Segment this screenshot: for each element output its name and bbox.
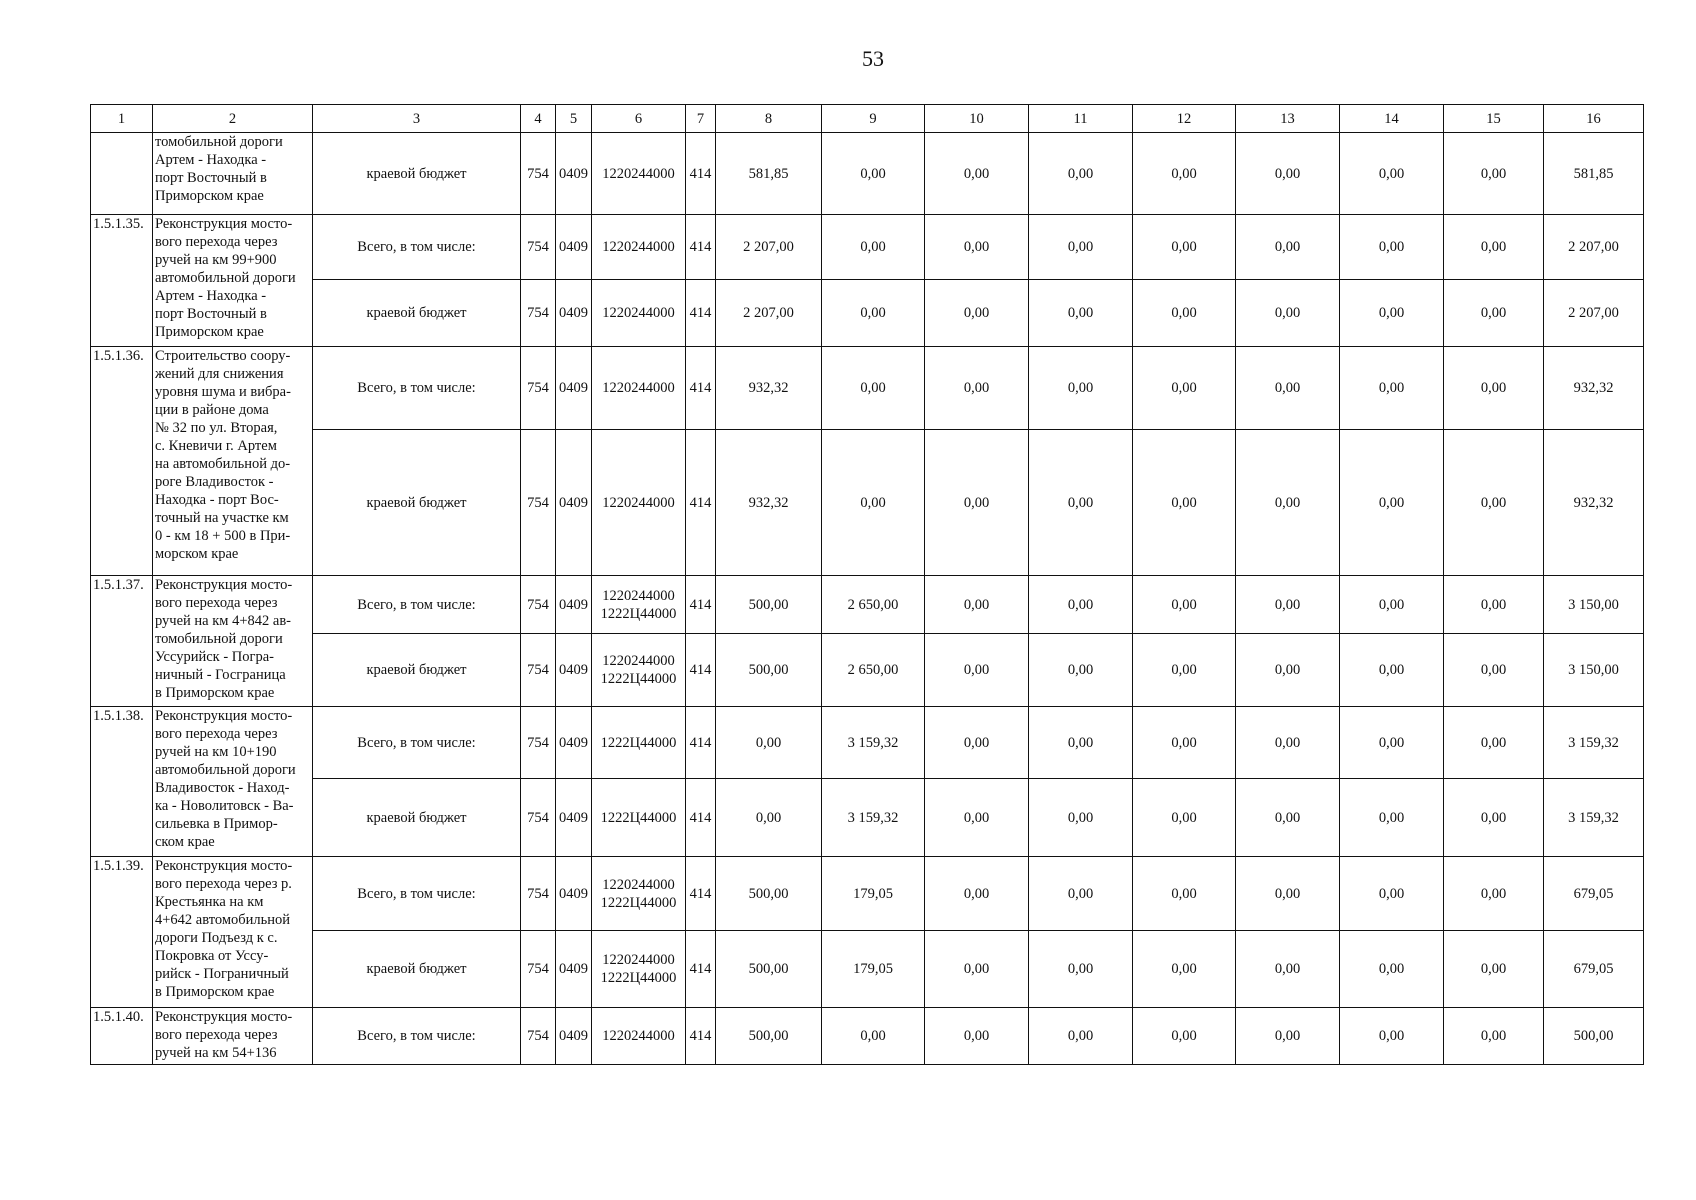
value-col-14: 0,00 <box>1340 707 1444 779</box>
value-col-10: 0,00 <box>925 347 1029 430</box>
code-col-4: 754 <box>521 576 556 634</box>
column-header-9: 9 <box>822 105 925 133</box>
code-col-5: 0409 <box>556 430 592 576</box>
value-col-15: 0,00 <box>1444 133 1544 215</box>
value-col-15: 0,00 <box>1444 430 1544 576</box>
code-col-4: 754 <box>521 857 556 931</box>
item-description: Реконструкция мосто- вого перехода через р. Крестьянка на км 4+642 автомобильной дороги Подъезд к с. Покровка от Уссу- рийск - Пограничный в Приморском крае <box>153 857 313 1008</box>
funding-source: Всего, в том числе: <box>313 347 521 430</box>
value-col-13: 0,00 <box>1236 931 1340 1008</box>
value-col-12: 0,00 <box>1133 707 1236 779</box>
value-col-14: 0,00 <box>1340 1008 1444 1065</box>
value-col-16: 3 150,00 <box>1544 634 1644 707</box>
value-col-15: 0,00 <box>1444 576 1544 634</box>
column-header-2: 2 <box>153 105 313 133</box>
value-col-11: 0,00 <box>1029 215 1133 280</box>
code-col-4: 754 <box>521 133 556 215</box>
funding-source: Всего, в том числе: <box>313 215 521 280</box>
value-col-9: 3 159,32 <box>822 779 925 857</box>
code-col-6: 1220244000 <box>592 430 686 576</box>
page-number: 53 <box>862 46 884 71</box>
value-col-15: 0,00 <box>1444 634 1544 707</box>
code-col-4: 754 <box>521 280 556 347</box>
code-col-6: 1220244000 <box>592 1008 686 1065</box>
value-col-16: 679,05 <box>1544 857 1644 931</box>
code-col-7: 414 <box>686 133 716 215</box>
value-col-13: 0,00 <box>1236 779 1340 857</box>
value-col-8: 932,32 <box>716 347 822 430</box>
value-col-10: 0,00 <box>925 707 1029 779</box>
code-col-7: 414 <box>686 430 716 576</box>
column-header-3: 3 <box>313 105 521 133</box>
value-col-15: 0,00 <box>1444 215 1544 280</box>
column-header-12: 12 <box>1133 105 1236 133</box>
column-header-11: 11 <box>1029 105 1133 133</box>
value-col-8: 500,00 <box>716 634 822 707</box>
code-col-6: 1220244000 1222Ц44000 <box>592 576 686 634</box>
code-col-4: 754 <box>521 779 556 857</box>
value-col-12: 0,00 <box>1133 347 1236 430</box>
value-col-9: 179,05 <box>822 931 925 1008</box>
value-col-13: 0,00 <box>1236 430 1340 576</box>
item-number: 1.5.1.38. <box>91 707 153 857</box>
value-col-10: 0,00 <box>925 1008 1029 1065</box>
value-col-9: 0,00 <box>822 1008 925 1065</box>
code-col-6: 1220244000 <box>592 347 686 430</box>
value-col-10: 0,00 <box>925 931 1029 1008</box>
funding-source: Всего, в том числе: <box>313 1008 521 1065</box>
item-number: 1.5.1.37. <box>91 576 153 707</box>
value-col-9: 2 650,00 <box>822 634 925 707</box>
value-col-15: 0,00 <box>1444 347 1544 430</box>
code-col-7: 414 <box>686 347 716 430</box>
column-header-4: 4 <box>521 105 556 133</box>
value-col-16: 3 150,00 <box>1544 576 1644 634</box>
value-col-10: 0,00 <box>925 634 1029 707</box>
code-col-6: 1220244000 <box>592 133 686 215</box>
item-description: Реконструкция мосто- вого перехода через ручей на км 4+842 ав- томобильной дороги Уссурийск - Погра- ничный - Госграница в Приморском крае <box>153 576 313 707</box>
value-col-16: 932,32 <box>1544 430 1644 576</box>
item-description: Строительство соору- жений для снижения уровня шума и вибра- ции в районе дома № 32 по ул. Вторая, с. Кневичи г. Артем на автомобильной до- роге Владивосток - Находка - порт Вос- точный на участке км 0 - км 18 + 500 в При- морском крае <box>153 347 313 576</box>
code-col-6: 1220244000 1222Ц44000 <box>592 857 686 931</box>
column-header-8: 8 <box>716 105 822 133</box>
code-col-5: 0409 <box>556 347 592 430</box>
value-col-12: 0,00 <box>1133 857 1236 931</box>
value-col-8: 500,00 <box>716 1008 822 1065</box>
value-col-13: 0,00 <box>1236 347 1340 430</box>
value-col-16: 679,05 <box>1544 931 1644 1008</box>
item-number: 1.5.1.36. <box>91 347 153 576</box>
code-col-5: 0409 <box>556 576 592 634</box>
value-col-9: 0,00 <box>822 280 925 347</box>
code-col-7: 414 <box>686 857 716 931</box>
value-col-13: 0,00 <box>1236 634 1340 707</box>
code-col-7: 414 <box>686 634 716 707</box>
value-col-9: 2 650,00 <box>822 576 925 634</box>
value-col-11: 0,00 <box>1029 634 1133 707</box>
code-col-5: 0409 <box>556 215 592 280</box>
value-col-14: 0,00 <box>1340 347 1444 430</box>
value-col-10: 0,00 <box>925 857 1029 931</box>
code-col-4: 754 <box>521 430 556 576</box>
value-col-15: 0,00 <box>1444 931 1544 1008</box>
funding-source: краевой бюджет <box>313 634 521 707</box>
value-col-13: 0,00 <box>1236 707 1340 779</box>
budget-table <box>90 104 1644 1065</box>
column-header-5: 5 <box>556 105 592 133</box>
value-col-11: 0,00 <box>1029 779 1133 857</box>
code-col-7: 414 <box>686 215 716 280</box>
value-col-9: 3 159,32 <box>822 707 925 779</box>
value-col-10: 0,00 <box>925 430 1029 576</box>
value-col-15: 0,00 <box>1444 779 1544 857</box>
table-row <box>91 779 1644 857</box>
value-col-8: 932,32 <box>716 430 822 576</box>
value-col-14: 0,00 <box>1340 280 1444 347</box>
value-col-12: 0,00 <box>1133 576 1236 634</box>
value-col-16: 581,85 <box>1544 133 1644 215</box>
table-row <box>91 576 1644 634</box>
value-col-8: 0,00 <box>716 779 822 857</box>
value-col-16: 2 207,00 <box>1544 215 1644 280</box>
code-col-6: 1222Ц44000 <box>592 707 686 779</box>
table-row <box>91 347 1644 430</box>
funding-source: краевой бюджет <box>313 430 521 576</box>
code-col-7: 414 <box>686 779 716 857</box>
code-col-7: 414 <box>686 707 716 779</box>
value-col-13: 0,00 <box>1236 576 1340 634</box>
funding-source: краевой бюджет <box>313 280 521 347</box>
value-col-9: 0,00 <box>822 133 925 215</box>
value-col-15: 0,00 <box>1444 707 1544 779</box>
value-col-16: 3 159,32 <box>1544 707 1644 779</box>
column-header-10: 10 <box>925 105 1029 133</box>
column-header-1: 1 <box>91 105 153 133</box>
value-col-14: 0,00 <box>1340 857 1444 931</box>
table-row <box>91 857 1644 931</box>
code-col-5: 0409 <box>556 931 592 1008</box>
value-col-8: 500,00 <box>716 857 822 931</box>
value-col-16: 932,32 <box>1544 347 1644 430</box>
value-col-8: 2 207,00 <box>716 280 822 347</box>
value-col-13: 0,00 <box>1236 1008 1340 1065</box>
column-header-6: 6 <box>592 105 686 133</box>
value-col-11: 0,00 <box>1029 133 1133 215</box>
value-col-14: 0,00 <box>1340 634 1444 707</box>
code-col-7: 414 <box>686 280 716 347</box>
item-number: 1.5.1.35. <box>91 215 153 347</box>
code-col-7: 414 <box>686 1008 716 1065</box>
value-col-14: 0,00 <box>1340 779 1444 857</box>
table-row <box>91 280 1644 347</box>
code-col-6: 1220244000 <box>592 280 686 347</box>
value-col-11: 0,00 <box>1029 280 1133 347</box>
value-col-14: 0,00 <box>1340 576 1444 634</box>
code-col-6: 1222Ц44000 <box>592 779 686 857</box>
value-col-9: 0,00 <box>822 347 925 430</box>
value-col-16: 3 159,32 <box>1544 779 1644 857</box>
code-col-7: 414 <box>686 931 716 1008</box>
value-col-8: 2 207,00 <box>716 215 822 280</box>
value-col-10: 0,00 <box>925 576 1029 634</box>
column-header-14: 14 <box>1340 105 1444 133</box>
value-col-16: 2 207,00 <box>1544 280 1644 347</box>
value-col-12: 0,00 <box>1133 280 1236 347</box>
table-row <box>91 1008 1644 1065</box>
value-col-11: 0,00 <box>1029 576 1133 634</box>
code-col-4: 754 <box>521 707 556 779</box>
code-col-5: 0409 <box>556 133 592 215</box>
funding-source: Всего, в том числе: <box>313 576 521 634</box>
value-col-8: 0,00 <box>716 707 822 779</box>
code-col-5: 0409 <box>556 707 592 779</box>
header-row <box>91 105 1644 133</box>
value-col-8: 500,00 <box>716 576 822 634</box>
value-col-11: 0,00 <box>1029 931 1133 1008</box>
table-row <box>91 931 1644 1008</box>
value-col-12: 0,00 <box>1133 779 1236 857</box>
value-col-13: 0,00 <box>1236 280 1340 347</box>
item-number: 1.5.1.39. <box>91 857 153 1008</box>
value-col-14: 0,00 <box>1340 931 1444 1008</box>
value-col-15: 0,00 <box>1444 857 1544 931</box>
funding-source: краевой бюджет <box>313 133 521 215</box>
code-col-6: 1220244000 1222Ц44000 <box>592 634 686 707</box>
table-row <box>91 133 1644 215</box>
code-col-4: 754 <box>521 634 556 707</box>
item-description: Реконструкция мосто- вого перехода через ручей на км 10+190 автомобильной дороги Владивосток - Наход- ка - Новолитовск - Ва- сильевка в Примор- ском крае <box>153 707 313 857</box>
value-col-16: 500,00 <box>1544 1008 1644 1065</box>
code-col-4: 754 <box>521 1008 556 1065</box>
value-col-10: 0,00 <box>925 779 1029 857</box>
funding-source: краевой бюджет <box>313 779 521 857</box>
value-col-14: 0,00 <box>1340 133 1444 215</box>
table-row <box>91 634 1644 707</box>
table-row <box>91 707 1644 779</box>
column-header-15: 15 <box>1444 105 1544 133</box>
funding-source: краевой бюджет <box>313 931 521 1008</box>
column-header-16: 16 <box>1544 105 1644 133</box>
table-body <box>91 133 1644 1065</box>
value-col-14: 0,00 <box>1340 430 1444 576</box>
value-col-13: 0,00 <box>1236 215 1340 280</box>
value-col-8: 500,00 <box>716 931 822 1008</box>
code-col-5: 0409 <box>556 779 592 857</box>
value-col-14: 0,00 <box>1340 215 1444 280</box>
value-col-12: 0,00 <box>1133 1008 1236 1065</box>
code-col-6: 1220244000 <box>592 215 686 280</box>
item-description: Реконструкция мосто- вого перехода через ручей на км 99+900 автомобильной дороги Артем - Находка - порт Восточный в Приморском крае <box>153 215 313 347</box>
value-col-12: 0,00 <box>1133 931 1236 1008</box>
code-col-5: 0409 <box>556 280 592 347</box>
value-col-10: 0,00 <box>925 133 1029 215</box>
value-col-11: 0,00 <box>1029 430 1133 576</box>
item-number <box>91 133 153 215</box>
code-col-4: 754 <box>521 931 556 1008</box>
code-col-4: 754 <box>521 347 556 430</box>
code-col-6: 1220244000 1222Ц44000 <box>592 931 686 1008</box>
table-row <box>91 430 1644 576</box>
value-col-12: 0,00 <box>1133 634 1236 707</box>
value-col-11: 0,00 <box>1029 347 1133 430</box>
item-description: Реконструкция мосто- вого перехода через ручей на км 54+136 <box>153 1008 313 1065</box>
funding-source: Всего, в том числе: <box>313 707 521 779</box>
code-col-7: 414 <box>686 576 716 634</box>
value-col-10: 0,00 <box>925 280 1029 347</box>
value-col-9: 0,00 <box>822 430 925 576</box>
value-col-15: 0,00 <box>1444 1008 1544 1065</box>
value-col-15: 0,00 <box>1444 280 1544 347</box>
item-description: томобильной дороги Артем - Находка - порт Восточный в Приморском крае <box>153 133 313 215</box>
table-row <box>91 215 1644 280</box>
value-col-13: 0,00 <box>1236 857 1340 931</box>
value-col-12: 0,00 <box>1133 215 1236 280</box>
value-col-11: 0,00 <box>1029 707 1133 779</box>
value-col-11: 0,00 <box>1029 1008 1133 1065</box>
value-col-12: 0,00 <box>1133 430 1236 576</box>
code-col-5: 0409 <box>556 857 592 931</box>
code-col-5: 0409 <box>556 634 592 707</box>
value-col-9: 0,00 <box>822 215 925 280</box>
funding-source: Всего, в том числе: <box>313 857 521 931</box>
code-col-5: 0409 <box>556 1008 592 1065</box>
item-number: 1.5.1.40. <box>91 1008 153 1065</box>
value-col-8: 581,85 <box>716 133 822 215</box>
column-header-13: 13 <box>1236 105 1340 133</box>
value-col-12: 0,00 <box>1133 133 1236 215</box>
value-col-9: 179,05 <box>822 857 925 931</box>
code-col-4: 754 <box>521 215 556 280</box>
value-col-13: 0,00 <box>1236 133 1340 215</box>
column-header-7: 7 <box>686 105 716 133</box>
value-col-11: 0,00 <box>1029 857 1133 931</box>
value-col-10: 0,00 <box>925 215 1029 280</box>
